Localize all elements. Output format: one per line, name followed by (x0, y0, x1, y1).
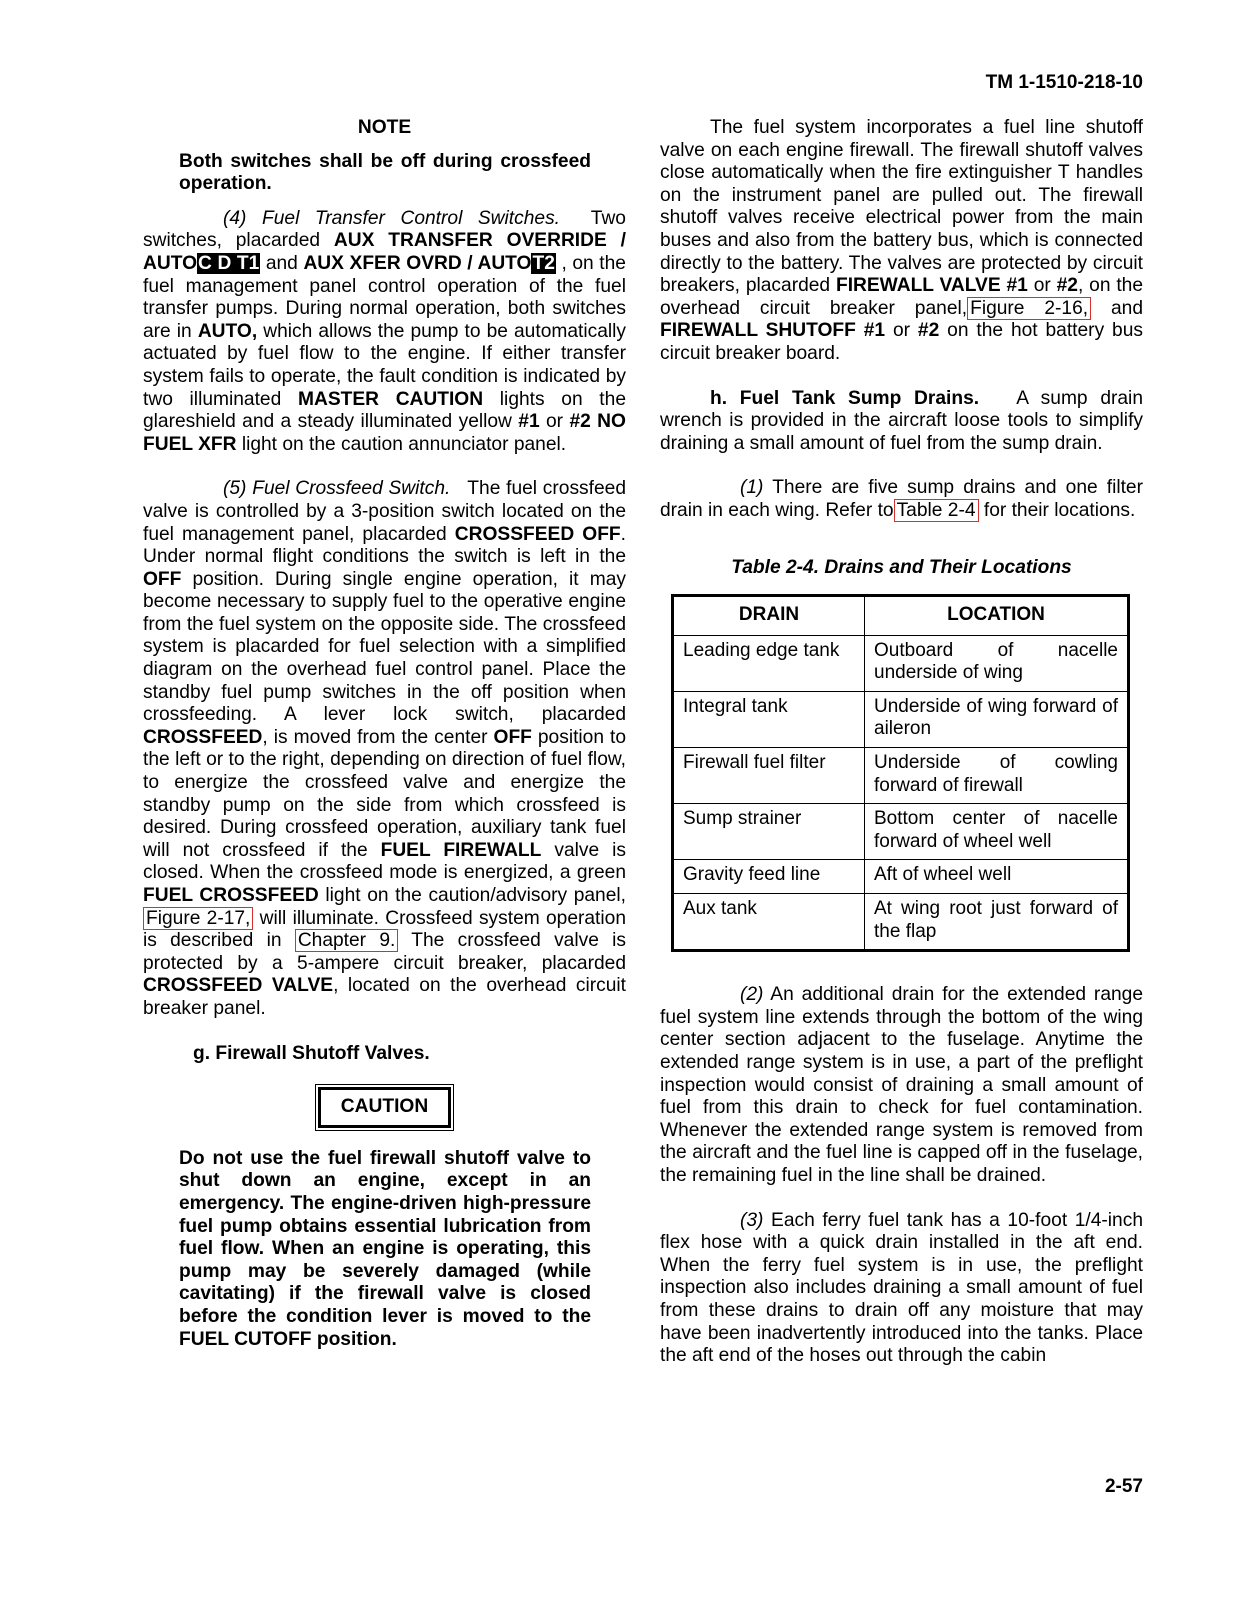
table-header-row (673, 596, 1129, 636)
paragraph-extended-range-drain: (2) An additional drain for the extended range fuel system line extends through the bottom of the wing center section adjacent to the fuselage. Anytime the extended range system is in use, a part of the preflight inspection would consist of draining a small amount of fuel from this drain to check for fuel contamination. Whenever the extended range system is removed from the aircraft and the fuel line is capped off in the fuselage, the remaining fuel in the line shall be drained. (660, 984, 1144, 1186)
drain-cell: Aux tank (673, 894, 865, 951)
table-row (673, 860, 1129, 894)
table-row (673, 748, 1129, 804)
table-caption: Table 2-4. Drains and Their Locations (731, 556, 1072, 578)
section-heading-h: h. Fuel Tank Sump Drains. (710, 387, 980, 409)
para-title: Fuel Transfer Control Switches. (262, 207, 560, 229)
table-row (673, 691, 1129, 747)
column-header-location: LOCATION (865, 596, 1129, 636)
para-number: (1) (740, 477, 764, 499)
note-title: NOTE (357, 117, 412, 138)
chapter-9-link[interactable]: Chapter 9. (295, 929, 399, 952)
document-id: TM 1-1510-218-10 (985, 72, 1143, 93)
paragraph-fuel-crossfeed-switch: (5) Fuel Crossfeed Switch. The fuel crossfeed valve is controlled by a 3-position switch located on the fuel management panel, placarded CROSSFEED OFF. Under normal flight conditions the switch is left in the OFF position. During single engine operation, it may become necessary to supply fuel to the operative engine from the fuel system on the opposite side. The crossfeed system is placarded for fuel selection with a simplified diagram on the overhead fuel control panel. Place the standby fuel pump switches in the off position when crossfeeding. A lever lock switch, placarded CROSSFEED, is moved from the center OFF position to the left or to the right, depending on direction of fuel flow, to energize the crossfeed valve and energize the standby pump on the side from which crossfeed is desired. During crossfeed operation, auxiliary tank fuel will not crossfeed if the FUEL FIREWALL valve is closed. When the crossfeed mode is energized, a green FUEL CROSSFEED light on the caution/advisory panel, Figure 2-17, will illuminate. Crossfeed system operation is described in Chapter 9. The crossfeed valve is protected by a 5-ampere circuit breaker, placarded CROSSFEED VALVE, located on the overhead circuit breaker panel. (143, 478, 627, 1019)
inverse-label-t2: T2 (532, 252, 555, 274)
drain-cell: Integral tank (673, 691, 865, 747)
location-cell: Bottom center of nacelle forward of wheel well (865, 804, 1129, 860)
table-row (673, 804, 1129, 860)
location-cell: Aft of wheel well (865, 860, 1129, 894)
figure-2-17-link[interactable]: Figure 2-17, (143, 907, 253, 930)
paragraph-ferry-tank-drain: (3) Each ferry fuel tank has a 10-foot 1/4-inch flex hose with a quick drain installed in the aft end. When the ferry fuel system is in use, the preflight inspection also includes draining a small amount of fuel from these drains to drain off any moisture that may have been inadvertently introduced into the tanks. Place the aft end of the hoses out through the cabin (660, 1209, 1143, 1367)
paragraph-sump-drains-1: (1) There are five sump drains and one filter drain in each wing. Refer to Table 2-4 for their locations. (660, 477, 1143, 521)
drain-cell: Gravity feed line (673, 860, 865, 894)
page-number: 2-57 (1104, 1476, 1143, 1497)
figure-2-16-link[interactable]: Figure 2-16, (967, 297, 1091, 320)
para-number: (4) (223, 207, 247, 229)
para-title: Fuel Crossfeed Switch. (252, 478, 451, 500)
caution-text: Do not use the fuel firewall shutoff valve to shut down an engine, except in an emergency. The engine-driven high-pressure fuel pump obtains essential lubrication from fuel flow. When an engine is operating, this pump may be severely damaged (while cavitating) if the firewall valve is closed before the condition lever is moved to the FUEL CUTOFF position. (179, 1147, 591, 1350)
paragraph-fuel-transfer-switches: (4) Fuel Transfer Control Switches. Two switches, placarded AUX TRANSFER OVERRIDE / AUTOC D T1 and AUX XFER OVRD / AUTOT2 , on the fuel management panel control operation of the fuel transfer pumps. During normal operation, both switches are in AUTO, which allows the pump to be automatically actuated by fuel flow to the engine. If either transfer system fails to operate, the fault condition is indicated by two illuminated MASTER CAUTION lights on the glareshield and a steady illuminated yellow #1 or #2 NO FUEL XFR light on the caution annunciator panel. (143, 207, 626, 455)
right-column (660, 117, 1143, 1368)
left-column (143, 117, 626, 1351)
location-cell: Underside of cowling forward of firewall (865, 748, 1129, 804)
location-cell: Outboard of nacelle underside of wing (865, 635, 1129, 691)
para-number: (5) (223, 478, 247, 500)
column-header-drain: DRAIN (673, 596, 865, 636)
drains-table (671, 594, 1130, 952)
table-row (673, 635, 1129, 691)
table-2-4-link[interactable]: Table 2-4 (894, 499, 979, 522)
inverse-label-cdt1: C D T1 (198, 252, 260, 274)
para-number: (2) (740, 984, 764, 1006)
drain-cell: Sump strainer (673, 804, 865, 860)
location-cell: At wing root just forward of the flap (865, 894, 1129, 951)
location-cell: Underside of wing forward of aileron (865, 691, 1129, 747)
caution-title: CAUTION (318, 1087, 451, 1128)
para-number: (3) (740, 1209, 764, 1231)
caution-container (143, 1087, 626, 1128)
drain-cell: Leading edge tank (673, 635, 865, 691)
paragraph-firewall-shutoff: The fuel system incorporates a fuel line shutoff valve on each engine firewall. The firewall shutoff valves close automatically when the fire extinguisher T handles on the instrument panel are pulled out. The firewall shutoff valves receive electrical power from the main buses and also from the battery bus, which is connected directly to the battery. The valves are protected by circuit breakers, placarded FIREWALL VALVE #1 or #2, on the overhead circuit breaker panel, Figure 2-16, and FIREWALL SHUTOFF #1 or #2 on the hot battery bus circuit breaker board. (660, 117, 1144, 364)
paragraph-sump-drains: h. Fuel Tank Sump Drains. A sump drain wrench is provided in the aircraft loose tools to simplify draining a small amount of fuel from the sump drain. (660, 387, 1143, 454)
note-text: Both switches shall be off during crossfeed operation. (179, 150, 591, 195)
drain-cell: Firewall fuel filter (673, 748, 865, 804)
section-heading-g: g. Firewall Shutoff Valves. (193, 1042, 430, 1064)
table-row (673, 894, 1129, 951)
